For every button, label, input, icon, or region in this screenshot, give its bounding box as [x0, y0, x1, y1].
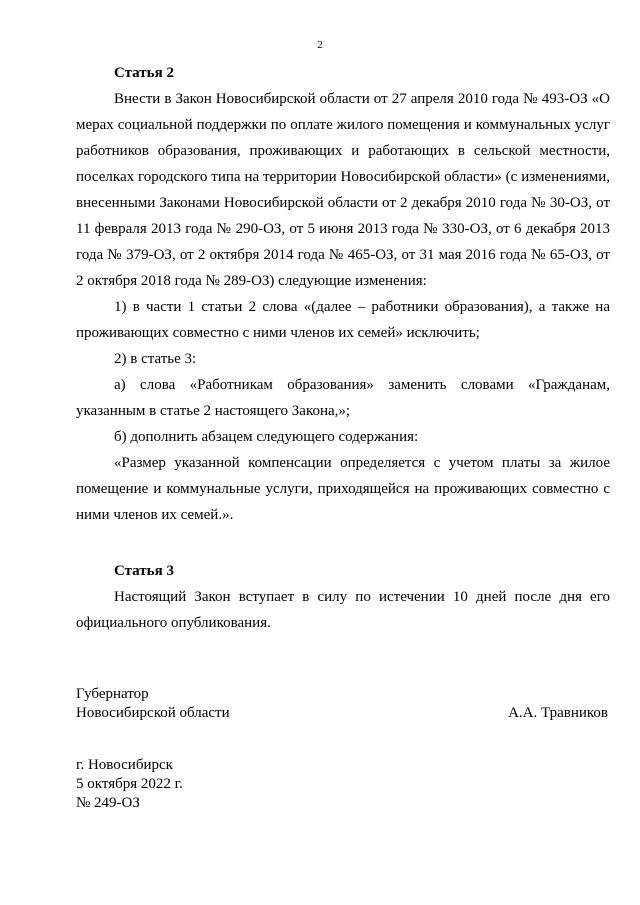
article-3-text: Настоящий Закон вступает в силу по истечении 10 дней после дня его официального опубликования. [76, 589, 610, 631]
signatory-title-line-2: Новосибирской области [76, 705, 230, 721]
document-body [76, 60, 610, 636]
article-2-heading: Статья 2 [114, 65, 174, 81]
signatory-name: А.А. Травников [508, 705, 608, 721]
article-2-item-2a: а) слова «Работникам образования» заменить словами «Гражданам, указанным в статье 2 настоящего Закона,»; [76, 377, 610, 419]
article-3-heading: Статья 3 [114, 563, 174, 579]
law-number: № 249-ОЗ [76, 795, 140, 811]
place-date: 5 октября 2022 г. [76, 776, 183, 792]
signatory-title [76, 685, 230, 723]
article-2-item-2b: б) дополнить абзацем следующего содержания: [114, 429, 419, 445]
place-city: г. Новосибирск [76, 757, 173, 773]
article-2-item-2b-text: «Размер указанной компенсации определяется с учетом платы за жилое помещение и коммунальные услуги, приходящейся на проживающих совместно с ними членов их семей.». [76, 455, 610, 523]
article-2-item-2: 2) в статье 3: [114, 351, 197, 367]
page-number: 2 [317, 39, 323, 51]
article-2-item-1: 1) в части 1 статьи 2 слова «(далее – работники образования), а также на проживающих совместно с ними членов их семей» исключить; [76, 299, 610, 341]
signature-row [76, 685, 610, 723]
signature-block [76, 685, 610, 723]
section-spacer [76, 528, 610, 558]
place-date-block [76, 756, 183, 813]
signatory-title-line-1: Губернатор [76, 686, 149, 702]
article-2-intro: Внести в Закон Новосибирской области от 27 апреля 2010 года № 493-ОЗ «О мерах социальной поддержки по оплате жилого помещения и коммунальных услуг работников образования, проживающих и работающих в сельской местности, поселках городского типа на территории Новосибирской области» (с изменениями, внесенными Законами Новосибирской области от 2 декабря 2010 года № 30-ОЗ, от 11 февраля 2013 года № 290-ОЗ, от 5 июня 2013 года № 330-ОЗ, от 6 декабря 2013 года № 379-ОЗ, от 2 октября 2014 года № 465-ОЗ, от 31 мая 2016 года № 65-ОЗ, от 2 октября 2018 года № 289-ОЗ) следующие изменения: [76, 91, 610, 289]
